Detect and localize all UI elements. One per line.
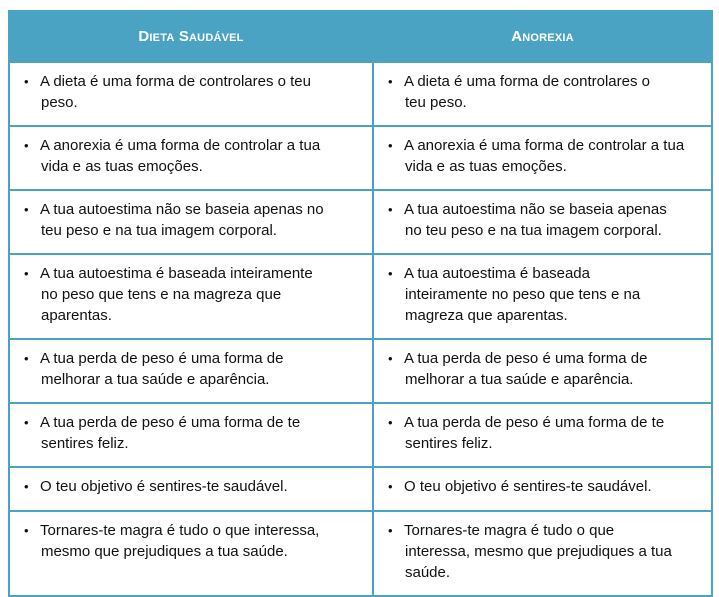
cell-text: melhorar a tua saúde e aparência.: [405, 371, 634, 388]
comparison-table: [8, 10, 713, 597]
header-row: [9, 11, 712, 62]
bullet-icon: •: [388, 351, 393, 366]
cell-text: A tua autoestima é baseada inteiramente: [40, 265, 313, 282]
bullet-icon: •: [388, 266, 393, 281]
cell-text: mesmo que prejudiques a tua saúde.: [41, 543, 288, 560]
cell-text: A tua perda de peso é uma forma de: [404, 350, 648, 367]
cell-anorexia: [373, 126, 712, 190]
cell-anorexia: [373, 190, 712, 254]
cell-text: A tua perda de peso é uma forma de te: [40, 414, 301, 431]
cell-text-line: [388, 369, 693, 390]
cell-anorexia: [373, 403, 712, 467]
bullet-icon: •: [388, 138, 393, 153]
cell-healthy-diet: [9, 511, 373, 596]
bullet-icon: •: [388, 74, 393, 89]
cell-healthy-diet: [9, 62, 373, 126]
cell-text: melhorar a tua saúde e aparência.: [41, 371, 270, 388]
cell-text: A dieta é uma forma de controlares o: [404, 73, 650, 90]
table-row: [9, 511, 712, 596]
cell-text-line: [24, 476, 354, 497]
cell-text: teu peso.: [405, 94, 467, 111]
cell-text-line: [24, 433, 354, 454]
bullet-icon: •: [24, 415, 29, 430]
cell-healthy-diet: [9, 126, 373, 190]
cell-text-line: [388, 348, 693, 369]
cell-healthy-diet: [9, 339, 373, 403]
bullet-icon: •: [24, 74, 29, 89]
cell-text-line: [24, 199, 354, 220]
cell-text-line: [24, 156, 354, 177]
cell-text: interessa, mesmo que prejudiques a tua: [405, 543, 672, 560]
bullet-icon: •: [24, 523, 29, 538]
cell-text: inteiramente no peso que tens e na: [405, 286, 641, 303]
cell-healthy-diet: [9, 190, 373, 254]
cell-text: vida e as tuas emoções.: [405, 158, 567, 175]
cell-text-line: [388, 156, 693, 177]
header-anorexia: Anorexia: [373, 11, 712, 62]
cell-text-line: [24, 92, 354, 113]
cell-text: sentires feliz.: [405, 435, 493, 452]
table-row: [9, 467, 712, 511]
cell-text-line: [388, 305, 693, 326]
bullet-icon: •: [24, 351, 29, 366]
cell-text-line: [388, 541, 693, 562]
cell-anorexia: [373, 511, 712, 596]
bullet-icon: •: [24, 479, 29, 494]
bullet-icon: •: [24, 202, 29, 217]
cell-text-line: [388, 284, 693, 305]
table-row: [9, 254, 712, 339]
table-row: [9, 339, 712, 403]
table-row: [9, 190, 712, 254]
cell-anorexia: [373, 467, 712, 511]
cell-text: A tua perda de peso é uma forma de: [40, 350, 284, 367]
cell-text-line: [24, 348, 354, 369]
cell-text: A tua perda de peso é uma forma de te: [404, 414, 665, 431]
bullet-icon: •: [24, 266, 29, 281]
cell-text-line: [24, 520, 354, 541]
cell-text: no teu peso e na tua imagem corporal.: [405, 222, 662, 239]
cell-text-line: [24, 220, 354, 241]
cell-text-line: [388, 263, 693, 284]
cell-anorexia: [373, 254, 712, 339]
cell-text: sentires feliz.: [41, 435, 129, 452]
cell-text-line: [388, 433, 693, 454]
cell-anorexia: [373, 339, 712, 403]
cell-text: teu peso e na tua imagem corporal.: [41, 222, 277, 239]
bullet-icon: •: [388, 415, 393, 430]
cell-text-line: [388, 476, 693, 497]
cell-text-line: [388, 71, 693, 92]
table-row: [9, 403, 712, 467]
cell-text: A anorexia é uma forma de controlar a tua: [40, 137, 321, 154]
cell-text: A tua autoestima não se baseia apenas no: [40, 201, 324, 218]
cell-text-line: [24, 305, 354, 326]
table-row: [9, 62, 712, 126]
cell-text-line: [24, 412, 354, 433]
cell-healthy-diet: [9, 467, 373, 511]
cell-text-line: [24, 263, 354, 284]
cell-text-line: [24, 284, 354, 305]
cell-text-line: [388, 220, 693, 241]
cell-text: A tua autoestima é baseada: [404, 265, 590, 282]
cell-text: peso.: [41, 94, 78, 111]
cell-anorexia: [373, 62, 712, 126]
cell-text-line: [24, 135, 354, 156]
cell-text: no peso que tens e na magreza que: [41, 286, 282, 303]
cell-text-line: [24, 369, 354, 390]
cell-text: O teu objetivo é sentires-te saudável.: [40, 478, 288, 495]
cell-healthy-diet: [9, 254, 373, 339]
cell-text: vida e as tuas emoções.: [41, 158, 203, 175]
bullet-icon: •: [24, 138, 29, 153]
cell-text-line: [388, 412, 693, 433]
cell-text-line: [24, 71, 354, 92]
cell-text: magreza que aparentas.: [405, 307, 568, 324]
cell-text-line: [388, 135, 693, 156]
bullet-icon: •: [388, 202, 393, 217]
cell-text: saúde.: [405, 564, 451, 581]
cell-text: O teu objetivo é sentires-te saudável.: [404, 478, 652, 495]
cell-text-line: [388, 199, 693, 220]
bullet-icon: •: [388, 523, 393, 538]
table-row: [9, 126, 712, 190]
cell-text: A dieta é uma forma de controlares o teu: [40, 73, 311, 90]
cell-text: Tornares-te magra é tudo o que interessa,: [40, 522, 320, 539]
cell-text-line: [388, 562, 693, 583]
cell-text-line: [388, 520, 693, 541]
cell-text-line: [388, 92, 693, 113]
cell-text: A anorexia é uma forma de controlar a tua: [404, 137, 685, 154]
cell-text: Tornares-te magra é tudo o que: [404, 522, 615, 539]
cell-text: aparentas.: [41, 307, 112, 324]
header-healthy-diet: Dieta Saudável: [9, 11, 373, 62]
cell-healthy-diet: [9, 403, 373, 467]
bullet-icon: •: [388, 479, 393, 494]
cell-text: A tua autoestima não se baseia apenas: [404, 201, 667, 218]
cell-text-line: [24, 541, 354, 562]
comparison-table-container: [8, 10, 711, 597]
